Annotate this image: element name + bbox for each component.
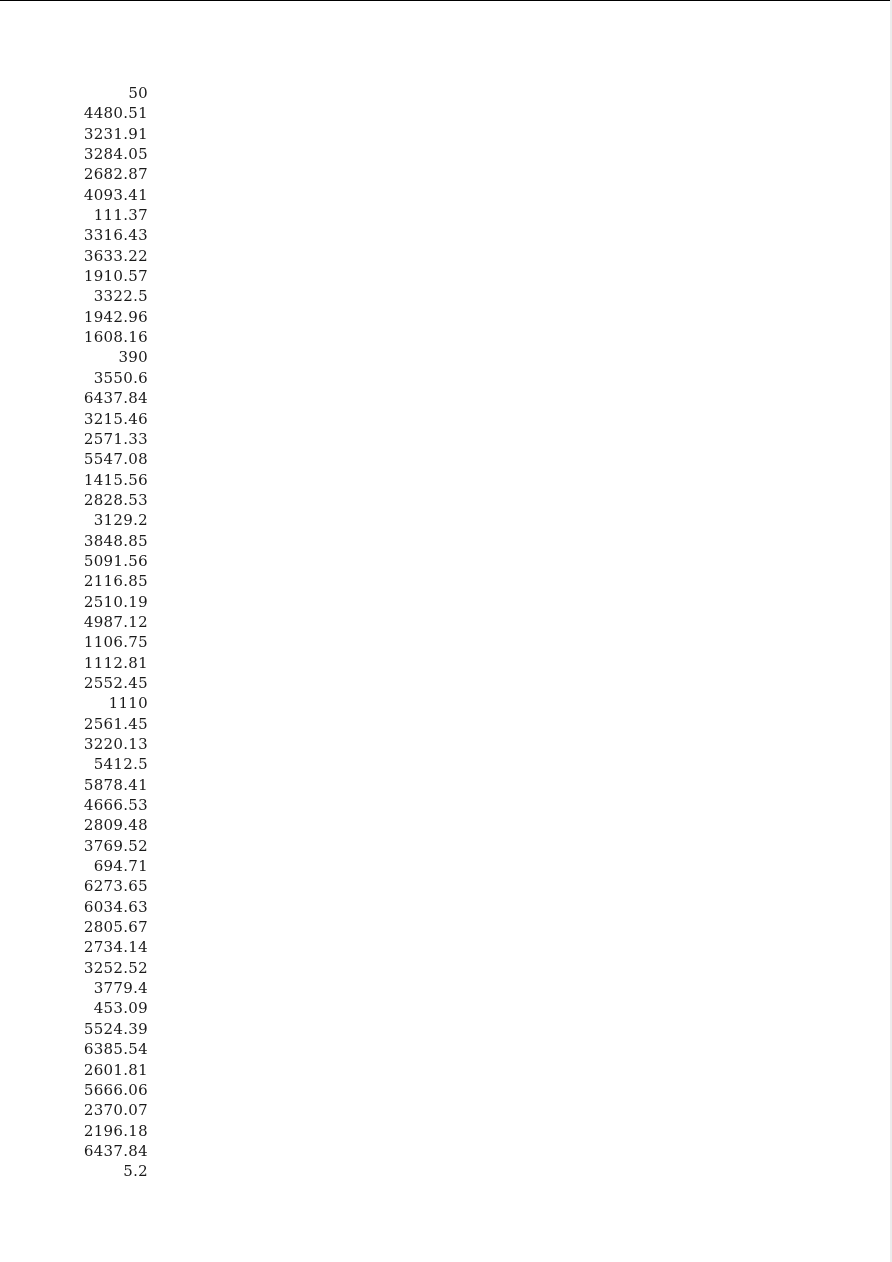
value-cell: 2682.87 — [83, 165, 148, 184]
value-cell: 2196.18 — [83, 1121, 148, 1140]
value-cell: 6385.54 — [83, 1040, 148, 1059]
value-cell: 453.09 — [93, 999, 148, 1018]
value-cell: 4987.12 — [83, 612, 148, 631]
value-cell: 6273.65 — [83, 877, 148, 896]
value-cell: 6437.84 — [83, 389, 148, 408]
value-cell: 6034.63 — [83, 897, 148, 916]
value-cell: 111.37 — [93, 206, 148, 225]
value-cell: 2828.53 — [83, 490, 148, 509]
value-cell: 5878.41 — [83, 775, 148, 794]
value-cell: 5.2 — [123, 1162, 148, 1181]
value-cell: 3231.91 — [83, 124, 148, 143]
value-cell: 3129.2 — [93, 511, 148, 530]
value-cell: 2370.07 — [83, 1101, 148, 1120]
value-cell: 2809.48 — [83, 816, 148, 835]
value-cell: 2116.85 — [83, 572, 148, 591]
page-top-border — [0, 0, 892, 1]
value-cell: 3215.46 — [83, 409, 148, 428]
value-cell: 1942.96 — [83, 307, 148, 326]
value-cell: 1110 — [108, 694, 148, 713]
value-cell: 6437.84 — [83, 1141, 148, 1160]
value-cell: 2734.14 — [83, 938, 148, 957]
value-cell: 2571.33 — [83, 429, 148, 448]
value-cell: 3633.22 — [83, 246, 148, 265]
value-cell: 1608.16 — [83, 328, 148, 347]
value-cell: 1910.57 — [83, 267, 148, 286]
value-cell: 2561.45 — [83, 714, 148, 733]
value-cell: 5524.39 — [83, 1019, 148, 1038]
value-cell: 1112.81 — [83, 653, 148, 672]
value-cell: 1106.75 — [83, 633, 148, 652]
value-cell: 3779.4 — [93, 979, 148, 998]
value-cell: 2510.19 — [83, 592, 148, 611]
value-cell: 5666.06 — [83, 1080, 148, 1099]
value-cell: 2805.67 — [83, 918, 148, 937]
value-cell: 50 — [128, 84, 148, 102]
number-column — [60, 83, 148, 1182]
value-cell: 2601.81 — [83, 1060, 148, 1079]
value-cell: 2552.45 — [83, 673, 148, 692]
value-cell: 694.71 — [93, 857, 148, 876]
value-cell: 3550.6 — [93, 368, 148, 387]
value-cell: 5412.5 — [93, 755, 148, 774]
value-cell: 3220.13 — [83, 735, 148, 753]
value-cell: 390 — [118, 348, 148, 367]
value-cell: 4093.41 — [83, 185, 148, 204]
value-cell: 4480.51 — [83, 104, 148, 123]
value-cell: 3848.85 — [83, 531, 148, 550]
value-cell: 1415.56 — [83, 470, 148, 489]
value-cell: 5547.08 — [83, 450, 148, 469]
value-cell: 5091.56 — [83, 551, 148, 570]
value-cell: 4666.53 — [83, 796, 148, 815]
value-cell: 3769.52 — [83, 836, 148, 855]
value-cell: 3316.43 — [83, 226, 148, 245]
value-cell: 3252.52 — [83, 958, 148, 977]
value-cell: 3322.5 — [93, 287, 148, 306]
value-cell: 3284.05 — [83, 145, 148, 164]
